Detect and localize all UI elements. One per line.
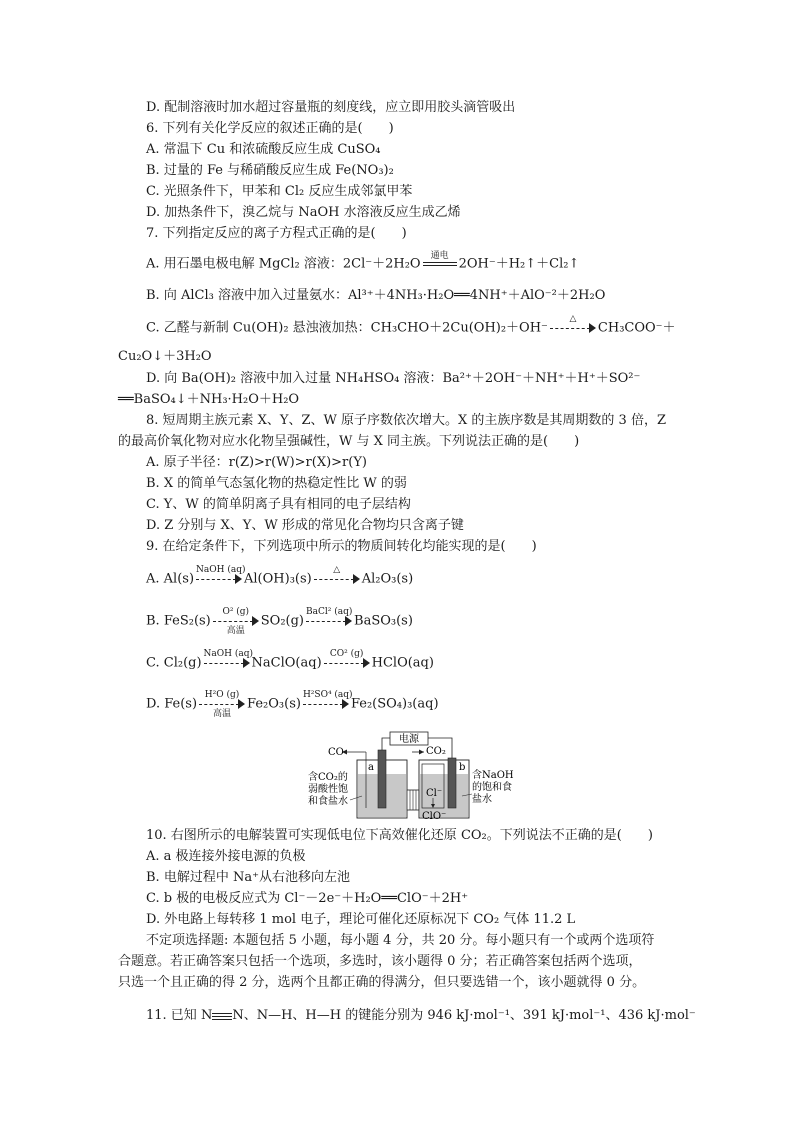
q6-option-d: D. 加热条件下，溴乙烷与 NaOH 水溶液反应生成乙烯 (146, 205, 461, 220)
condition-top: △ (333, 565, 341, 575)
clo-ion-label: ClO⁻ (422, 811, 447, 822)
reaction-arrow (302, 690, 353, 712)
q8-stem-line2: 的最高价氧化物对应水化物呈强碱性，W 与 X 同主族。下列说法正确的是( ) (118, 434, 580, 449)
q6-option-c: C. 光照条件下，甲苯和 Cl₂ 反应生成邻氯甲苯 (146, 184, 413, 199)
reaction-arrow (314, 565, 360, 587)
q7-a-right: 2OH⁻＋H₂↑＋Cl₂↑ (458, 256, 580, 272)
q11-pre: 11. 已知 N (146, 1008, 213, 1023)
q11-stem (146, 1008, 696, 1024)
q6-option-a: A. 常温下 Cu 和浓硫酸反应生成 CuSO₄ (146, 142, 381, 157)
left-solution-label-3: 和食盐水 (308, 796, 348, 807)
electrolysis-diagram (302, 730, 514, 822)
q10-stem: 10. 右图所示的电解装置可实现低电位下高效催化还原 CO₂。下列说法不正确的是( ) (146, 828, 653, 843)
electrode-b (448, 758, 456, 808)
condition-top: NaOH (aq) (196, 565, 246, 575)
condition-top: BaCl² (aq) (306, 607, 353, 617)
q9-b-intermediate: SO₂(g) (260, 613, 305, 629)
q7-c-left: C. 乙醛与新制 Cu(OH)₂ 悬浊液加热：CH₃CHO＋2Cu(OH)₂＋OH⁻ (146, 320, 548, 336)
cl-ion-label: Cl⁻ (426, 788, 443, 799)
q9-option-b (146, 607, 413, 636)
instructions-line1: 不定项选择题: 本题包括 5 小题，每小题 4 分，共 20 分。每小题只有一个或两个选项符 (146, 933, 655, 948)
q10-option-d: D. 外电路上每转移 1 mol 电子，理论可催化还原标况下 CO₂ 气体 11.2 L (146, 912, 576, 927)
arrow-head (419, 750, 424, 755)
q8-option-b: B. X 的简单气态氢化物的热稳定性比 W 的弱 (146, 476, 407, 491)
condition-top: H²O (g) (204, 690, 240, 700)
q8-option-a: A. 原子半径：r(Z)>r(W)>r(X)>r(Y) (146, 455, 367, 470)
q7-option-c (146, 314, 676, 337)
q7-c-condition: △ (569, 314, 577, 324)
q9-b-product: BaSO₃(s) (354, 613, 413, 629)
reaction-arrow (213, 607, 259, 636)
electrode-a-label: a (368, 762, 374, 773)
q6-option-b: B. 过量的 Fe 与稀硝酸反应生成 Fe(NO₃)₂ (146, 163, 394, 178)
triple-bond-symbol (212, 1010, 232, 1022)
condition-top: CO² (g) (329, 649, 364, 659)
condition-bottom: 高温 (226, 626, 245, 636)
q10-option-c: C. b 极的电极反应式为 Cl⁻－2e⁻＋H₂O══ClO⁻＋2H⁺ (146, 891, 469, 906)
q8-option-c: C. Y、W 的简单阴离子具有相同的电子层结构 (146, 497, 411, 512)
reaction-arrow (203, 649, 254, 671)
q7-c-right: CH₃COO⁻＋ (597, 320, 676, 336)
q9-a-product: Al₂O₃(s) (361, 571, 414, 587)
electrode-a (378, 750, 386, 808)
wire-left (382, 738, 390, 750)
condition-bottom: 高温 (213, 709, 232, 719)
q9-option-d (146, 690, 439, 719)
q5-option-d: D. 配制溶液时加水超过容量瓶的刻度线，应立即用胶头滴管吸出 (146, 100, 516, 115)
reaction-arrow (306, 607, 353, 629)
reaction-arrow (199, 690, 245, 719)
q7-stem: 7. 下列指定反应的离子方程式正确的是( ) (146, 226, 407, 241)
q7-option-a (146, 251, 580, 273)
q6-stem: 6. 下列有关化学反应的叙述正确的是( ) (146, 121, 394, 136)
equals-sign (423, 251, 457, 272)
q9-option-c (146, 649, 434, 672)
left-solution-label-1: 含CO₂的 (308, 772, 348, 783)
q9-c-product: HClO(aq) (371, 655, 434, 671)
q7-option-c-cont: Cu₂O↓＋3H₂O (118, 349, 212, 364)
electrode-b-label: b (459, 762, 466, 773)
q9-d-product: Fe₂(SO₄)₃(aq) (350, 696, 439, 712)
q9-a-reactant: A. Al(s) (146, 571, 195, 587)
q9-c-reactant: C. Cl₂(g) (146, 655, 202, 671)
reaction-arrow (324, 649, 370, 671)
power-label: 电源 (399, 734, 419, 745)
q10-option-b: B. 电解过程中 Na⁺从右池移向左池 (146, 870, 350, 885)
q9-d-reactant: D. Fe(s) (146, 696, 198, 712)
reaction-arrow (550, 314, 596, 336)
q9-a-intermediate: Al(OH)₃(s) (244, 571, 312, 587)
instructions-line2: 合题意。若正确答案只包括一个选项，多选时，该小题得 0 分；若正确答案包括两个选项， (118, 954, 642, 969)
q9-d-intermediate: Fe₂O₃(s) (247, 696, 301, 712)
q8-stem-line1: 8. 短周期主族元素 X、Y、Z、W 原子序数依次增大。X 的主族序数是其周期数的 3 倍，Z (146, 413, 666, 428)
q7-option-d-line1: D. 向 Ba(OH)₂ 溶液中加入过量 NH₄HSO₄ 溶液：Ba²⁺＋2OH⁻＋NH⁺＋H⁺＋SO²⁻ (146, 371, 641, 386)
condition-top: H²SO⁴ (aq) (302, 690, 353, 700)
right-solution-label-3: 盐水 (472, 794, 492, 805)
right-solution-label-1: 含NaOH (472, 770, 514, 781)
q11-post: N、N—H、H—H 的键能分别为 946 kJ·mol⁻¹、391 kJ·mol⁻¹、436 kJ·mol⁻ (232, 1008, 696, 1023)
right-solution-label-2: 的饱和食 (472, 782, 512, 793)
q9-option-a (146, 565, 414, 588)
q8-option-d: D. Z 分别与 X、Y、W 形成的常见化合物均只含离子键 (146, 518, 464, 533)
left-solution-label-2: 弱酸性饱 (308, 784, 348, 795)
q9-stem: 9. 在给定条件下，下列选项中所示的物质间转化均能实现的是( ) (146, 539, 537, 554)
co2-label: CO₂ (426, 746, 446, 757)
q7-a-left: A. 用石墨电极电解 MgCl₂ 溶液：2Cl⁻＋2H₂O (146, 256, 421, 272)
q7-option-d-line2: ══BaSO₄↓＋NH₃·H₂O＋H₂O (118, 392, 300, 407)
q9-b-reactant: B. FeS₂(s) (146, 613, 211, 629)
q7-a-condition: 通电 (430, 251, 449, 261)
q9-c-intermediate: NaClO(aq) (251, 655, 322, 671)
reaction-arrow (196, 565, 246, 587)
q10-option-a: A. a 极连接外接电源的负极 (146, 849, 306, 864)
q7-option-b: B. 向 AlCl₃ 溶液中加入过量氨水：Al³⁺＋4NH₃·H₂O══4NH⁺＋AlO⁻²＋2H₂O (146, 288, 606, 303)
condition-top: NaOH (aq) (203, 649, 254, 659)
instructions-line3: 只选一个且正确的得 2 分，选两个且都正确的得满分，但只要选错一个，该小题就得 0 分。 (118, 975, 646, 990)
co-label: CO (328, 747, 344, 758)
condition-top: O² (g) (222, 607, 250, 617)
